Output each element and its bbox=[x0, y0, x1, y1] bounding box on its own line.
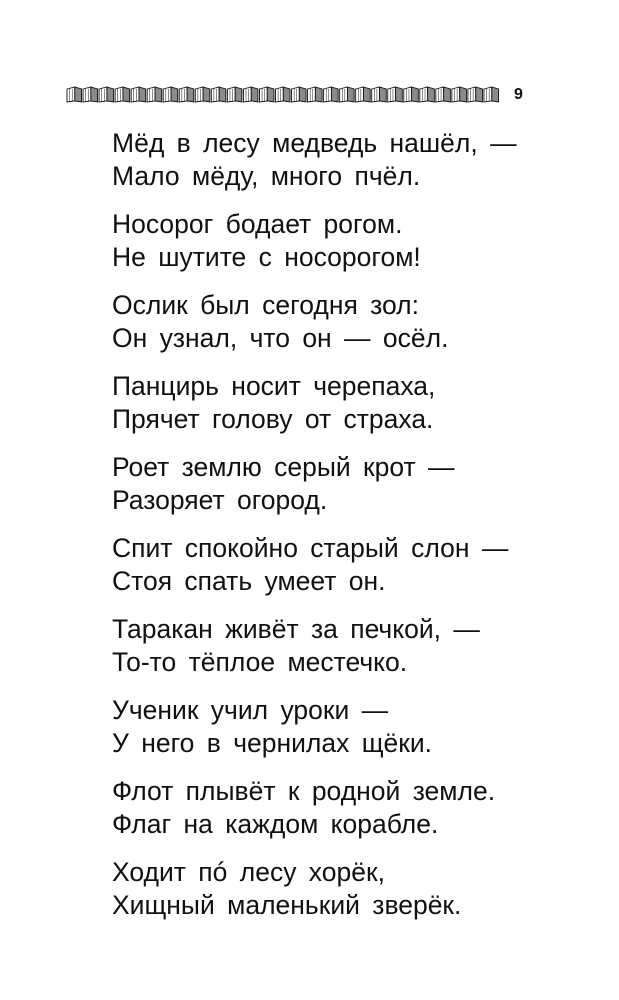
stanza-1 bbox=[112, 127, 582, 208]
stanza-9 bbox=[112, 775, 582, 856]
poem-line: Ослик был сегодня зол: bbox=[112, 290, 420, 320]
poem-line: Носорог бодает рогом. bbox=[112, 209, 403, 239]
poem-line: Хищный маленький зверёк. bbox=[112, 890, 462, 920]
border-ornament-segment bbox=[340, 87, 355, 102]
poem-line: Мёд в лесу медведь нашёл, — bbox=[112, 128, 517, 158]
poem-line: Флаг на каждом корабле. bbox=[112, 809, 439, 839]
border-ornament-segment bbox=[436, 87, 451, 102]
border-ornament-segment bbox=[83, 87, 98, 102]
poem-line: То-то тёплое местечко. bbox=[112, 647, 408, 677]
border-ornament-segment bbox=[372, 87, 387, 102]
stanza-10 bbox=[112, 856, 582, 937]
stanza-4 bbox=[112, 370, 582, 451]
border-ornament-segment bbox=[292, 87, 307, 102]
poem-line: Панцирь носит черепаха, bbox=[112, 371, 436, 401]
border-ornament-segment bbox=[195, 87, 210, 102]
poem-line: Мало мёду, много пчёл. bbox=[112, 161, 421, 191]
poem-line: Таракан живёт за печкой, — bbox=[112, 614, 480, 644]
border-ornament-segment bbox=[147, 87, 162, 102]
border-ornament-segment bbox=[99, 87, 114, 102]
border-ornament-segment bbox=[227, 87, 242, 102]
border-ornament-segment bbox=[308, 87, 323, 102]
border-ornament-segment bbox=[131, 87, 146, 102]
poem-line: Спит спокойно старый слон — bbox=[112, 533, 509, 563]
decorative-border-strip bbox=[66, 86, 499, 103]
border-ornament-segment bbox=[468, 87, 483, 102]
stanza-2 bbox=[112, 208, 582, 289]
border-ornament-segment bbox=[259, 87, 274, 102]
border-ornament-segment bbox=[388, 87, 403, 102]
poem-line: Стоя спать умеет он. bbox=[112, 566, 386, 596]
poem-line: Не шутите с носорогом! bbox=[112, 242, 421, 272]
poem-line: Флот плывёт к родной земле. bbox=[112, 776, 496, 806]
poem-line: Ученик учил уроки — bbox=[112, 695, 389, 725]
border-ornament-segment bbox=[324, 87, 339, 102]
poem-line: Ходит пó лесу хорёк, bbox=[112, 857, 385, 887]
stanza-8 bbox=[112, 694, 582, 775]
stanza-3 bbox=[112, 289, 582, 370]
border-ornament-segment bbox=[211, 87, 226, 102]
border-ornament-segment bbox=[179, 87, 194, 102]
poem-line: Прячет голову от страха. bbox=[112, 404, 434, 434]
border-ornament-segment bbox=[356, 87, 371, 102]
poem bbox=[112, 127, 582, 937]
border-ornament-segment bbox=[452, 87, 467, 102]
poem-line: Роет землю серый крот — bbox=[112, 452, 455, 482]
border-ornament-segment bbox=[484, 87, 499, 102]
border-ornament-segment bbox=[420, 87, 435, 102]
poem-line: У него в чернилах щёки. bbox=[112, 728, 433, 758]
stanza-7 bbox=[112, 613, 582, 694]
page-number: 9 bbox=[514, 86, 523, 103]
border-ornament-segment bbox=[404, 87, 419, 102]
border-ornament-segment bbox=[163, 87, 178, 102]
page-header bbox=[66, 84, 536, 106]
poem-line: Разоряет огород. bbox=[112, 485, 328, 515]
border-ornament-segment bbox=[243, 87, 258, 102]
border-ornament-segment bbox=[67, 87, 82, 102]
poem-line: Он узнал, что он — осёл. bbox=[112, 323, 449, 353]
border-ornament-segment bbox=[275, 87, 290, 102]
border-ornament-segment bbox=[115, 87, 130, 102]
stanza-5 bbox=[112, 451, 582, 532]
stanza-6 bbox=[112, 532, 582, 613]
